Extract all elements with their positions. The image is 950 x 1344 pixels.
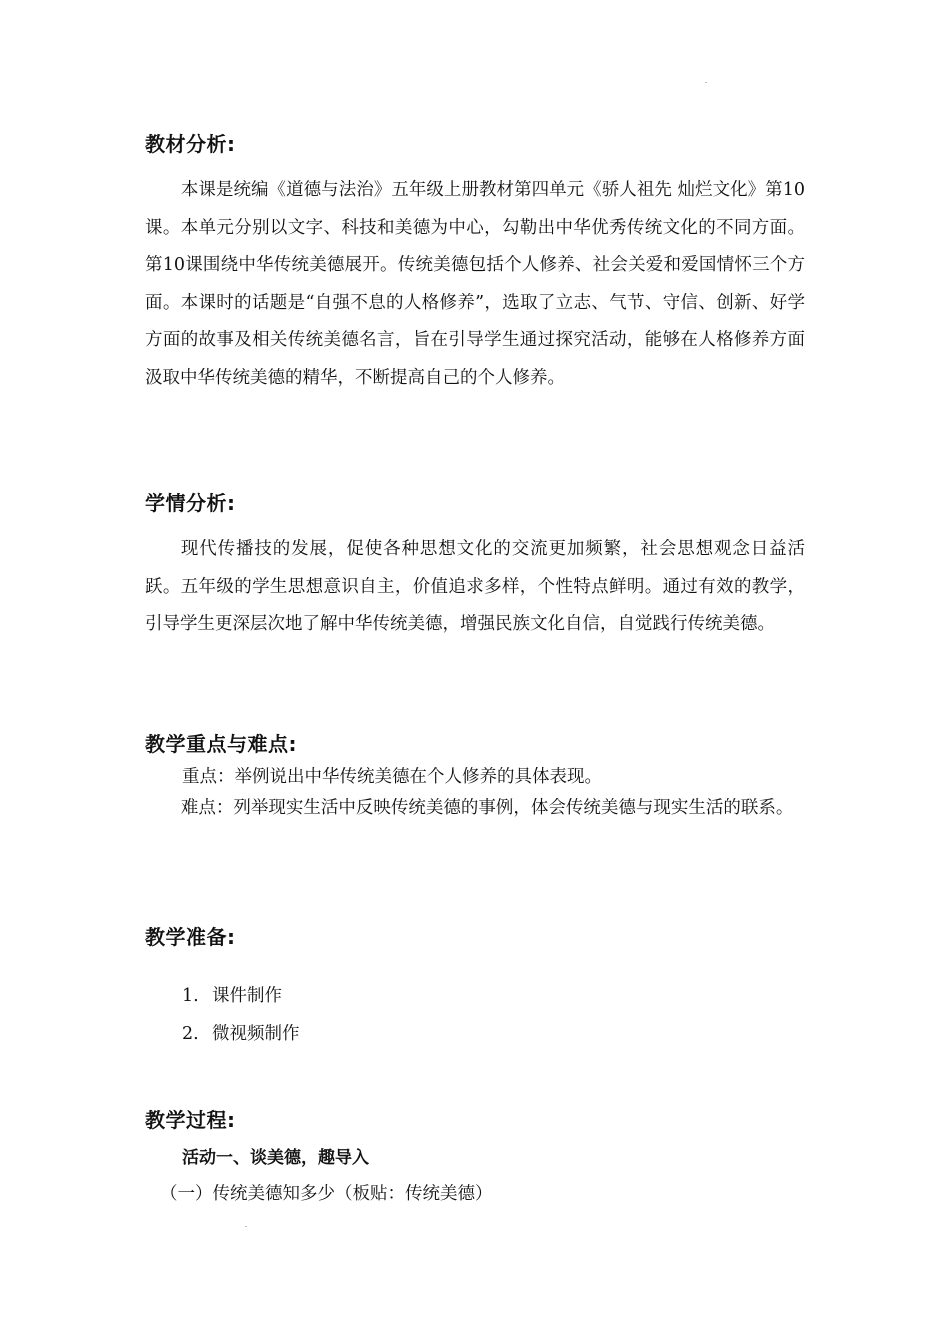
paragraph-material-analysis: 本课是统编《道德与法治》五年级上册教材第四单元《骄人祖先 灿烂文化》第10课。本单元分别以文字、科技和美德为中心，勾勒出中华优秀传统文化的不同方面。第10课围绕中华传统美德展开。传统美德包括个人修养、社会关爱和爱国情怀三个方面。本课时的话题是“自强不息的人格修养”，选取了立志、气节、守信、创新、好学方面的故事及相关传统美德名言，旨在引导学生通过探究活动，能够在人格修养方面汲取中华传统美德的精华，不断提高自己的个人修养。: [145, 180, 805, 388]
heading-student-analysis: 学情分析:: [145, 491, 236, 515]
scan-speck: [705, 82, 707, 83]
list-text: 课件制作: [212, 986, 282, 1006]
activity-step: （一）传统美德知多少（板贴：传统美德）: [160, 1184, 493, 1204]
list-number: 2.: [182, 1024, 199, 1044]
key-point-difficulty: 难点：列举现实生活中反映传统美德的事例，体会传统美德与现实生活的联系。: [180, 798, 794, 818]
scan-speck: [245, 1226, 247, 1227]
paragraph-student-analysis: 现代传播技的发展，促使各种思想文化的交流更加频繁，社会思想观念日益活跃。五年级的学生思想意识自主，价值追求多样，个性特点鲜明。通过有效的教学，引导学生更深层次地了解中华传统美德，增强民族文化自信，自觉践行传统美德。: [145, 539, 805, 635]
list-item: [182, 1020, 300, 1045]
heading-material-analysis: 教材分析:: [145, 132, 236, 156]
key-point-focus: 重点：举例说出中华传统美德在个人修养的具体表现。: [182, 767, 602, 787]
activity-heading: 活动一、谈美德，趣导入: [182, 1148, 369, 1168]
heading-preparation: 教学准备:: [145, 925, 236, 949]
list-item: [182, 982, 282, 1007]
list-number: 1.: [182, 986, 199, 1006]
list-text: 微视频制作: [212, 1024, 300, 1044]
heading-key-points: 教学重点与难点:: [145, 732, 297, 756]
heading-process: 教学过程:: [145, 1108, 236, 1132]
